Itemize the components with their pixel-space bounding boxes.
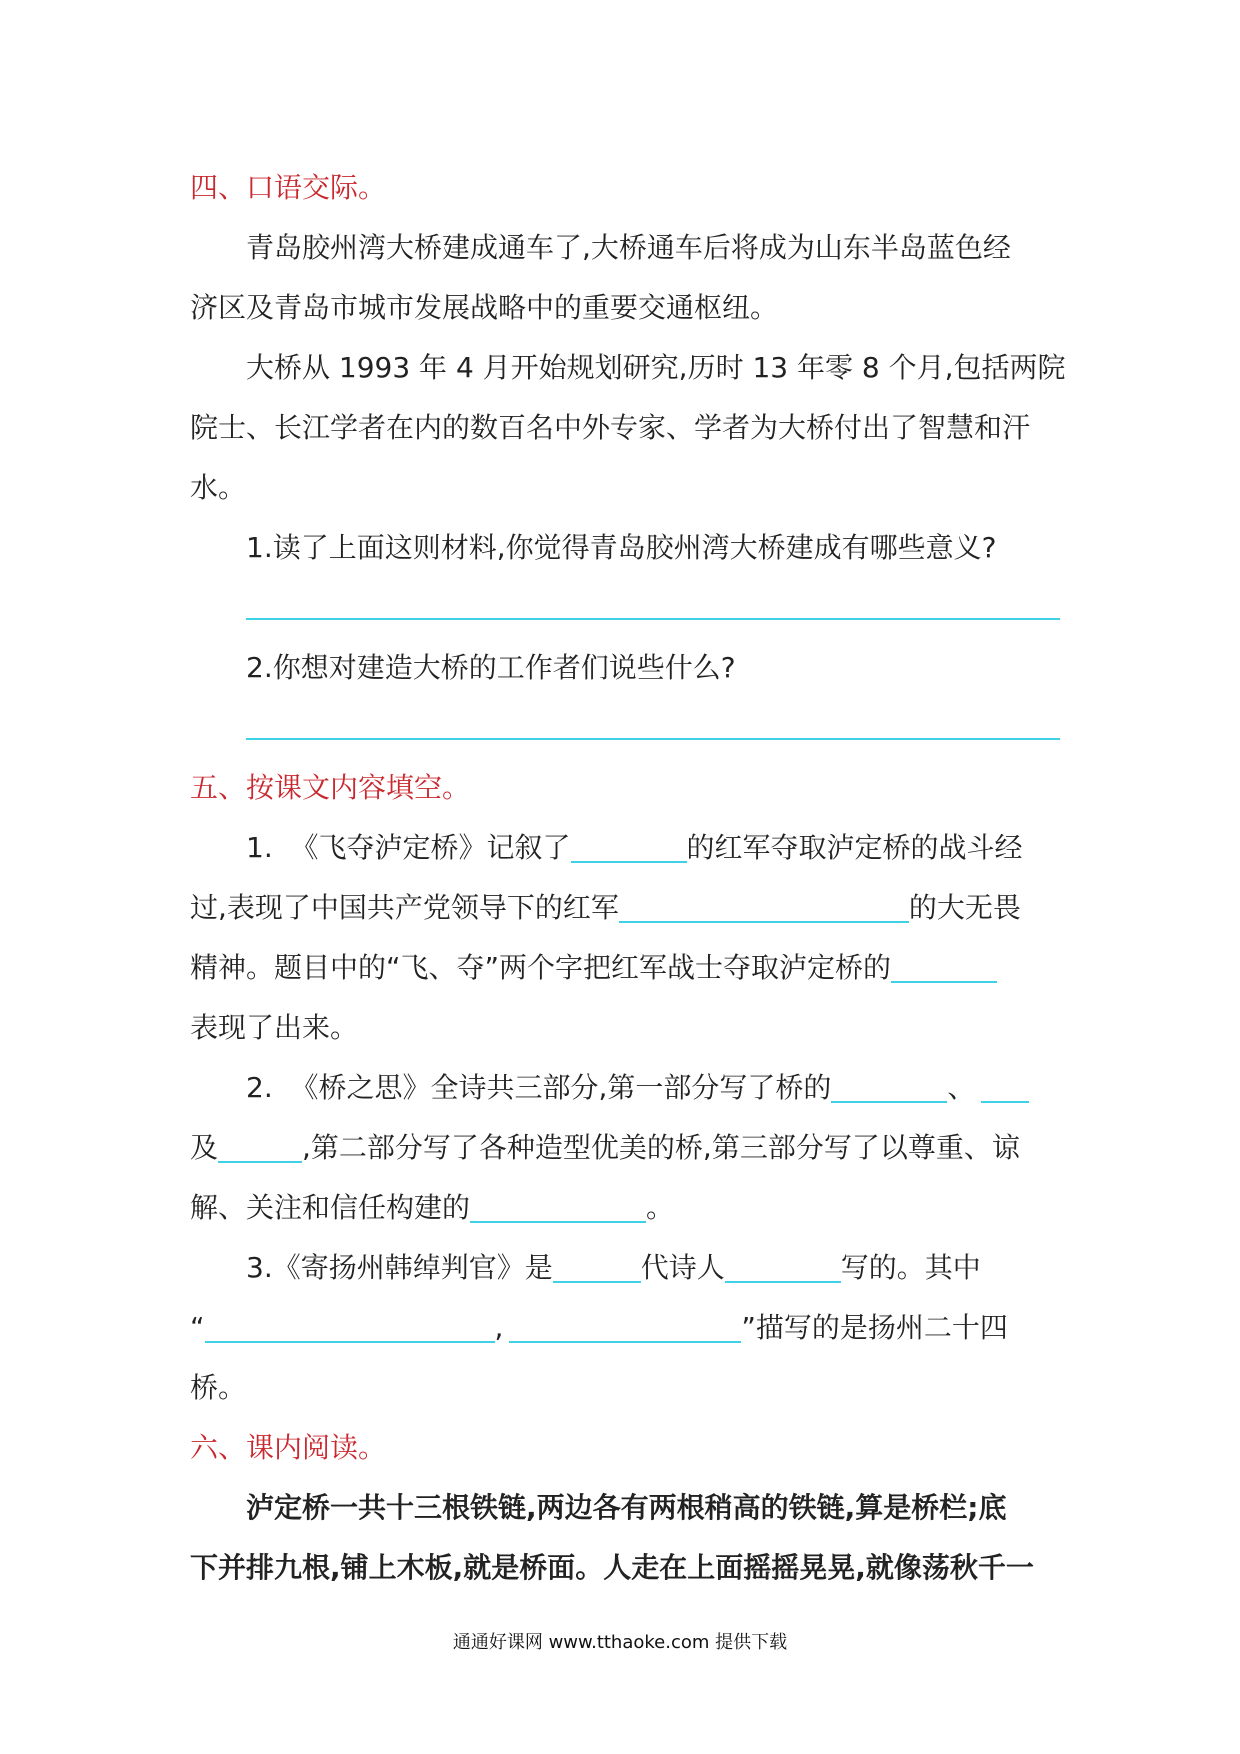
question-2: 2.你想对建造大桥的工作者们说些什么? xyxy=(246,651,736,684)
text-segment: 及 xyxy=(190,1131,219,1164)
text-segment: 的红军夺取泸定桥的战斗经 xyxy=(686,831,1023,864)
text-segment: 3.《寄扬州韩绰判官》是 xyxy=(246,1251,553,1284)
paragraph-line: 济区及青岛市城市发展战略中的重要交通枢纽。 xyxy=(190,291,779,324)
paragraph-line: 大桥从 1993 年 4 月开始规划研究,历时 13 年零 8 个月,包括两院 xyxy=(246,351,1066,384)
text-segment: 的大无畏 xyxy=(908,891,1021,924)
section-6-heading: 六、课内阅读。 xyxy=(190,1431,387,1464)
fill-blank[interactable] xyxy=(619,891,909,923)
fill-blank[interactable] xyxy=(205,1311,495,1343)
paragraph-line: 水。 xyxy=(190,471,247,504)
text-segment: 2. 《桥之思》全诗共三部分,第一部分写了桥的 xyxy=(246,1071,832,1104)
fill-item-1-line-2 xyxy=(190,888,1060,928)
fill-blank[interactable] xyxy=(509,1311,741,1343)
reading-passage-line: 下并排九根,铺上木板,就是桥面。人走在上面摇摇晃晃,就像荡秋千一 xyxy=(190,1551,1034,1584)
fill-blank[interactable] xyxy=(571,831,687,863)
text-segment: 、 xyxy=(947,1071,976,1104)
section-5-heading: 五、按课文内容填空。 xyxy=(190,771,471,804)
fill-item-1-line-1 xyxy=(246,828,1060,868)
text-segment: 写的。其中 xyxy=(840,1251,981,1284)
fill-blank[interactable] xyxy=(470,1191,646,1223)
fill-item-1-line-4: 表现了出来。 xyxy=(190,1011,359,1044)
fill-item-3-line-1 xyxy=(246,1248,1060,1288)
reading-passage-line: 泸定桥一共十三根铁链,两边各有两根稍高的铁链,算是桥栏;底 xyxy=(246,1491,1007,1524)
fill-item-2-line-3 xyxy=(190,1188,1060,1228)
fill-blank[interactable] xyxy=(981,1071,1029,1103)
text-segment: ”描写的是扬州二十四 xyxy=(741,1311,1008,1344)
text-segment: 过,表现了中国共产党领导下的红军 xyxy=(190,891,619,924)
paragraph-line: 青岛胶州湾大桥建成通车了,大桥通车后将成为山东半岛蓝色经 xyxy=(246,231,1011,264)
paragraph-line: 院士、长江学者在内的数百名中外专家、学者为大桥付出了智慧和汗 xyxy=(190,411,1031,444)
fill-item-3-line-2 xyxy=(190,1308,1060,1348)
text-segment: ,第二部分写了各种造型优美的桥,第三部分写了以尊重、谅 xyxy=(302,1131,1020,1164)
footer-credit: 通通好课网 www.tthaoke.com 提供下载 xyxy=(452,1632,788,1653)
question-1: 1.读了上面这则材料,你觉得青岛胶州湾大桥建成有哪些意义? xyxy=(246,531,997,564)
fill-blank[interactable] xyxy=(831,1071,947,1103)
text-segment: 1. 《飞夺泸定桥》记叙了 xyxy=(246,831,571,864)
text-segment: 解、关注和信任构建的 xyxy=(190,1191,471,1224)
text-segment: 。 xyxy=(646,1191,675,1224)
fill-item-2-line-2 xyxy=(190,1128,1060,1168)
fill-blank[interactable] xyxy=(725,1251,841,1283)
fill-item-1-line-3 xyxy=(190,948,1060,988)
text-segment: 精神。题目中的“飞、夺”两个字把红军战士夺取泸定桥的 xyxy=(190,951,892,984)
fill-blank[interactable] xyxy=(553,1251,641,1283)
fill-blank[interactable] xyxy=(891,951,997,983)
answer-line-1[interactable] xyxy=(246,618,1060,620)
text-segment: “ xyxy=(190,1311,205,1344)
text-segment: , xyxy=(494,1311,504,1344)
section-4-heading: 四、口语交际。 xyxy=(190,171,387,204)
answer-line-2[interactable] xyxy=(246,738,1060,740)
text-segment: 代诗人 xyxy=(640,1251,725,1284)
fill-item-2-line-1 xyxy=(246,1068,1060,1108)
fill-blank[interactable] xyxy=(218,1131,302,1163)
fill-item-3-line-3: 桥。 xyxy=(190,1371,247,1404)
